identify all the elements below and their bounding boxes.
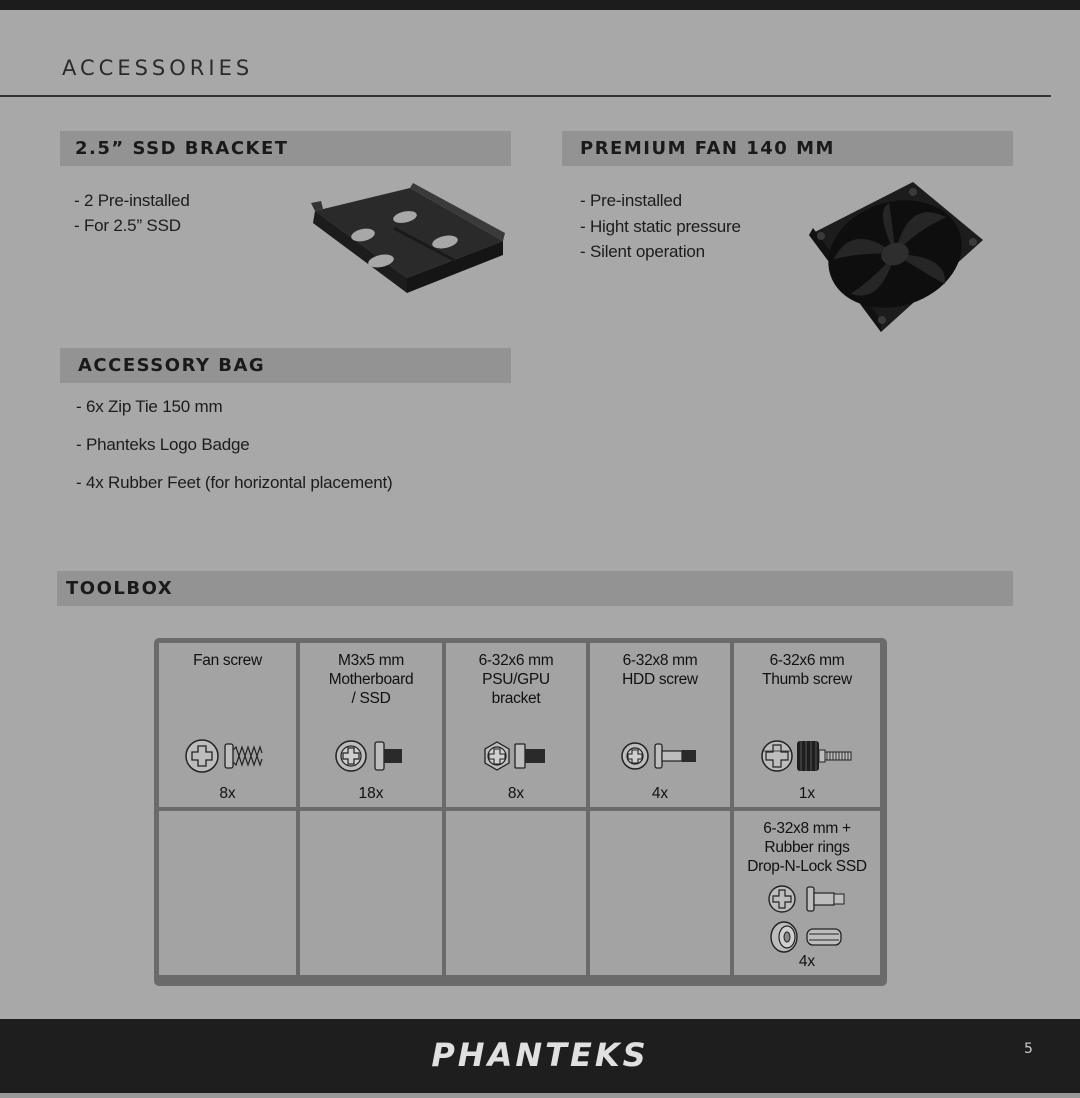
ssd-bracket-bullets xyxy=(74,188,190,238)
m3-screw-icon xyxy=(300,739,442,773)
accessory-bag-bullets xyxy=(76,388,392,502)
ssd-bracket-image xyxy=(305,183,510,305)
fan-heading-bar xyxy=(562,131,1013,166)
page-title: ACCESSORIES xyxy=(62,56,254,80)
toolbox-cell-empty xyxy=(300,811,442,975)
toolbox-item-label: 6-32x8 mm + Rubber rings Drop-N-Lock SSD xyxy=(747,820,867,875)
toolbox-item-label: 6-32x6 mm Thumb screw xyxy=(762,652,852,688)
accessory-bag-bullet: - Phanteks Logo Badge xyxy=(76,435,250,454)
toolbox-cell-m3x5 xyxy=(300,643,442,807)
ssd-bracket-bullet: - For 2.5” SSD xyxy=(74,216,181,235)
title-divider xyxy=(0,95,1051,97)
toolbox-cell-drop-n-lock xyxy=(734,811,880,975)
top-bar xyxy=(0,0,1080,10)
toolbox-cell-empty xyxy=(159,811,296,975)
accessory-bag-bullet: - 6x Zip Tie 150 mm xyxy=(76,397,223,416)
toolbox-cell-psu-gpu xyxy=(446,643,586,807)
toolbox-item-label: 6-32x8 mm HDD screw xyxy=(622,652,698,688)
toolbox-item-count: 1x xyxy=(798,785,816,802)
ssd-bracket-heading: 2.5” SSD BRACKET xyxy=(75,138,289,159)
thumb-screw-icon xyxy=(734,739,880,773)
toolbox-item-count: 4x xyxy=(651,785,669,802)
footer-bottom-strip xyxy=(0,1093,1080,1098)
toolbox-table xyxy=(154,638,887,986)
toolbox-item-count: 8x xyxy=(219,785,236,802)
fan-bullet: - Pre-installed xyxy=(580,191,682,210)
toolbox-cell-fan-screw xyxy=(159,643,296,807)
toolbox-cell-hdd xyxy=(590,643,730,807)
phanteks-logo: PHANTEKS xyxy=(431,1036,649,1074)
footer xyxy=(0,1019,1080,1093)
fan-screw-icon xyxy=(159,739,296,773)
drop-n-lock-screw-icon xyxy=(734,883,880,955)
accessory-bag-bullet: - 4x Rubber Feet (for horizontal placement) xyxy=(76,473,393,492)
toolbox-item-label: Fan screw xyxy=(193,652,262,669)
toolbox-cell-thumb-screw xyxy=(734,643,880,807)
toolbox-item-count: 18x xyxy=(358,785,384,802)
toolbox-heading-bar xyxy=(57,571,1013,606)
ssd-bracket-heading-bar xyxy=(60,131,511,166)
toolbox-item-label: M3x5 mm Motherboard / SSD xyxy=(328,652,414,707)
toolbox-heading: TOOLBOX xyxy=(66,578,174,599)
fan-bullets xyxy=(580,188,741,265)
toolbox-item-label: 6-32x6 mm PSU/GPU bracket xyxy=(478,652,554,707)
fan-bullet: - Silent operation xyxy=(580,242,705,261)
accessory-bag-heading-bar xyxy=(60,348,511,383)
fan-image xyxy=(805,180,987,334)
fan-bullet: - Hight static pressure xyxy=(580,216,741,236)
page-number: 5 xyxy=(1024,1041,1033,1057)
psu-screw-icon xyxy=(446,739,586,773)
ssd-bracket-bullet: - 2 Pre-installed xyxy=(74,191,190,210)
fan-heading: PREMIUM FAN 140 MM xyxy=(580,138,835,159)
accessory-bag-heading: ACCESSORY BAG xyxy=(78,355,266,376)
hdd-screw-icon xyxy=(590,739,730,773)
toolbox-cell-empty xyxy=(590,811,730,975)
toolbox-item-count: 4x xyxy=(798,953,816,970)
toolbox-item-count: 8x xyxy=(507,785,525,802)
toolbox-cell-empty xyxy=(446,811,586,975)
